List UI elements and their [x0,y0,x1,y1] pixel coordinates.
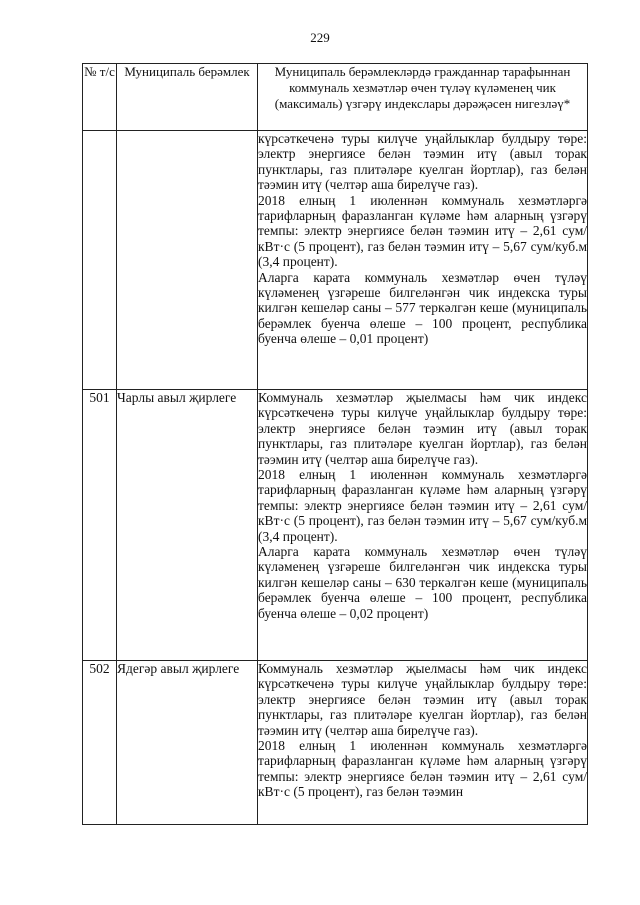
row-paragraph: 2018 елның 1 июленнән коммуналь хезмәтләргә тарифларның фаразланган күләме һәм аларның үзгәрү темпы: электр энергиясе белән тәэмин итү – 2,61 сум/кВт·с (5 процент), газ белән тәэмин итү – 5,67 сум/куб.м (3,4 процент). [258,192,587,270]
table-row [83,661,588,825]
table-row [83,131,588,390]
header-municipality: Муниципаль берәмлек [117,64,258,131]
municipal-index-table [82,63,588,825]
row-paragraph: Коммуналь хезмәтләр җыелмасы һәм чик индекс күрсәткеченә туры килүче уңайлыклар булдыру төре: электр энергиясе белән тәэмин итү (авыл торак пунктлары, газ плитәләре куелган йортлар), газ белән тәэмин итү (челтәр аша бирелүче газ). [258,390,587,467]
row-description [258,131,588,390]
row-paragraph: күрсәткеченә туры килүче уңайлыклар булдыру төре: электр энергиясе белән тәэмин итү (авыл торак пунктлары, газ плитәләре куелган йортлар), газ белән тәэмин итү (челтәр аша бирелүче газ). [258,131,587,193]
row-municipality: Чарлы авыл җирлеге [117,390,258,661]
row-municipality: Ядегәр авыл җирлеге [117,661,258,825]
row-number [83,131,117,390]
row-paragraph: Аларга карата коммуналь хезмәтләр өчен түләү күләменең үзгәреше билгеләнгән чик индекска туры килгән кешеләр саны – 577 теркәлгән кеше (муниципаль берәмлек буенча өлеше – 100 процент, республика буенча өлеше – 0,01 процент) [258,269,587,347]
row-paragraph: Коммуналь хезмәтләр җыелмасы һәм чик индекс күрсәткеченә туры килүче уңайлыклар булдыру төре: электр энергиясе белән тәэмин итү (авыл торак пунктлары, газ плитәләре куелган йортлар), газ белән тәэмин итү (челтәр аша бирелүче газ). [258,661,587,738]
row-paragraph: Аларга карата коммуналь хезмәтләр өчен түләү күләменең үзгәреше билгеләнгән чик индекска туры килгән кешеләр саны – 630 теркәлгән кеше (муниципаль берәмлек буенча өлеше – 100 процент, республика буенча өлеше – 0,02 процент) [258,544,587,621]
row-number: 501 [83,390,117,661]
page-number: 229 [310,30,330,45]
header-indices: Муниципаль берәмлекләрдә гражданнар тарафыннан коммуналь хезмәтләр өчен түләү күләменең чик (максималь) үзгәрү индекслары дәрәҗәсен нигезләү* [258,64,588,131]
row-number: 502 [83,661,117,825]
row-paragraph: 2018 елның 1 июленнән коммуналь хезмәтләргә тарифларның фаразланган күләме һәм аларның үзгәрү темпы: электр энергиясе белән тәэмин итү – 2,61 сум/кВт·с (5 процент), газ белән тәэмин итү – 5,67 сум/куб.м (3,4 процент). [258,467,587,544]
row-description [258,661,588,825]
table-row [83,390,588,661]
row-paragraph: 2018 елның 1 июленнән коммуналь хезмәтләргә тарифларның фаразланган күләме һәм аларның үзгәрү темпы: электр энергиясе белән тәэмин итү – 2,61 сум/кВт·с (5 процент), газ белән тәэмин [258,738,587,800]
row-description [258,390,588,661]
table-header-row [83,64,588,131]
header-number: № т/с [83,64,117,131]
row-municipality [117,131,258,390]
